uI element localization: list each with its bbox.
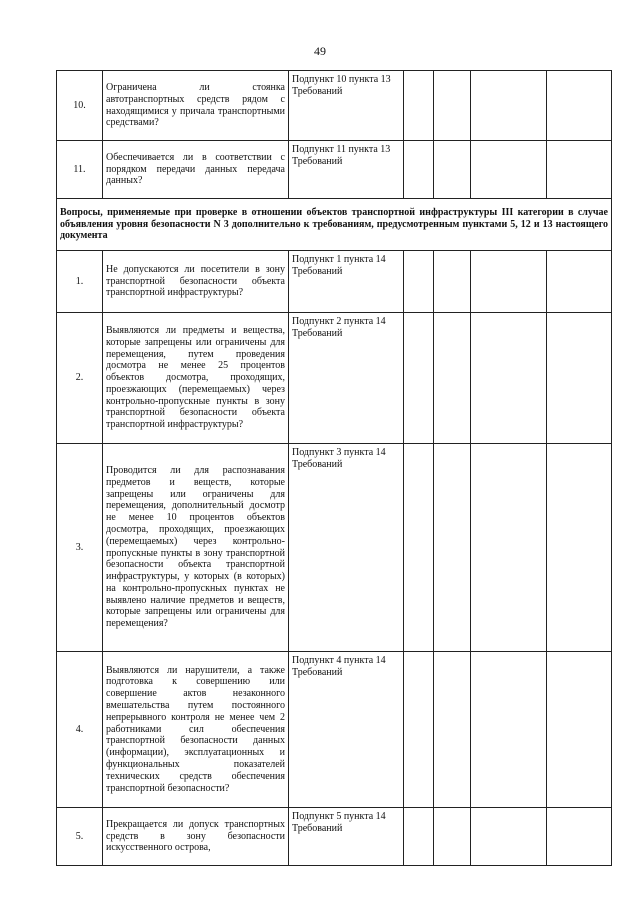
row-number: 11. xyxy=(57,141,103,199)
answer-cell xyxy=(434,141,471,199)
question-cell: Выявляются ли предметы и вещества, которые запрещены или ограничены для перемещения, путем проведения досмотра не менее 25 процентов объектов досмотра, проходящих, проезжающих (перемещаемых) через контрольно-пропускные пункты в зону транспортной безопасности объекта транспортной инфраструктуры? xyxy=(103,313,289,444)
requirement-reference: Подпункт 11 пункта 13 Требований xyxy=(289,141,404,199)
requirement-reference: Подпункт 1 пункта 14 Требований xyxy=(289,251,404,313)
row-number: 2. xyxy=(57,313,103,444)
answer-cell xyxy=(471,313,547,444)
requirement-reference: Подпункт 10 пункта 13 Требований xyxy=(289,71,404,141)
requirement-reference: Подпункт 4 пункта 14 Требований xyxy=(289,652,404,808)
table-row xyxy=(57,313,612,444)
table-row xyxy=(57,251,612,313)
question-cell: Ограничена ли стоянка автотранспортных средств рядом с находящимися у причала транспортными средствами? xyxy=(103,71,289,141)
row-number: 1. xyxy=(57,251,103,313)
answer-cell xyxy=(547,71,612,141)
answer-cell xyxy=(547,251,612,313)
answer-cell xyxy=(404,313,434,444)
answer-cell xyxy=(434,313,471,444)
answer-cell xyxy=(547,444,612,652)
answer-cell xyxy=(471,141,547,199)
table-row xyxy=(57,652,612,808)
page-number: 49 xyxy=(314,44,326,58)
row-number: 3. xyxy=(57,444,103,652)
answer-cell xyxy=(547,808,612,866)
answer-cell xyxy=(547,313,612,444)
answer-cell xyxy=(434,71,471,141)
table-row xyxy=(57,444,612,652)
answer-cell xyxy=(547,652,612,808)
question-cell: Обеспечивается ли в соответствии с порядком передачи данных передача данных? xyxy=(103,141,289,199)
row-number: 5. xyxy=(57,808,103,866)
answer-cell xyxy=(471,808,547,866)
table-row xyxy=(57,808,612,866)
table-row xyxy=(57,71,612,141)
answer-cell xyxy=(434,444,471,652)
answer-cell xyxy=(404,808,434,866)
requirement-reference: Подпункт 5 пункта 14 Требований xyxy=(289,808,404,866)
requirement-reference: Подпункт 2 пункта 14 Требований xyxy=(289,313,404,444)
answer-cell xyxy=(404,141,434,199)
question-cell: Прекращается ли допуск транспортных средств в зону безопасности искусственного острова, xyxy=(103,808,289,866)
requirements-table xyxy=(56,70,612,866)
answer-cell xyxy=(471,444,547,652)
requirement-reference: Подпункт 3 пункта 14 Требований xyxy=(289,444,404,652)
row-number: 4. xyxy=(57,652,103,808)
answer-cell xyxy=(471,652,547,808)
question-cell: Выявляются ли нарушители, а также подготовка к совершению или совершение актов незаконного вмешательства путем постоянного непрерывного контроля не менее чем 2 работниками сил обеспечения транспортной безопасности данных (информации), эксплуатационных и функциональных показателей технических средств обеспечения транспортной безопасности? xyxy=(103,652,289,808)
section-row xyxy=(57,199,612,251)
answer-cell xyxy=(404,71,434,141)
answer-cell xyxy=(434,808,471,866)
answer-cell xyxy=(404,444,434,652)
answer-cell xyxy=(434,251,471,313)
section-heading: Вопросы, применяемые при проверке в отношении объектов транспортной инфраструктуры III категории в случае объявления уровня безопасности N 3 дополнительно к требованиям, предусмотренным пунктами 5, 12 и 13 настоящего документа xyxy=(57,199,612,251)
question-cell: Проводится ли для распознавания предметов и веществ, которые запрещены или ограничены для перемещения, дополнительный досмотр не менее 10 процентов объектов досмотра, проходящих, проезжающих (перемещаемых) через контрольно-пропускные пункты в зону транспортной безопасности объекта транспортной инфраструктуры, у которых (в которых) на контрольно-пропускных пунктах не выявлено наличие предметов и веществ, которые запрещены или ограничены для перемещения? xyxy=(103,444,289,652)
answer-cell xyxy=(404,251,434,313)
answer-cell xyxy=(434,652,471,808)
answer-cell xyxy=(471,251,547,313)
table-row xyxy=(57,141,612,199)
answer-cell xyxy=(471,71,547,141)
answer-cell xyxy=(404,652,434,808)
question-cell: Не допускаются ли посетители в зону транспортной безопасности объекта транспортной инфраструктуры? xyxy=(103,251,289,313)
answer-cell xyxy=(547,141,612,199)
row-number: 10. xyxy=(57,71,103,141)
